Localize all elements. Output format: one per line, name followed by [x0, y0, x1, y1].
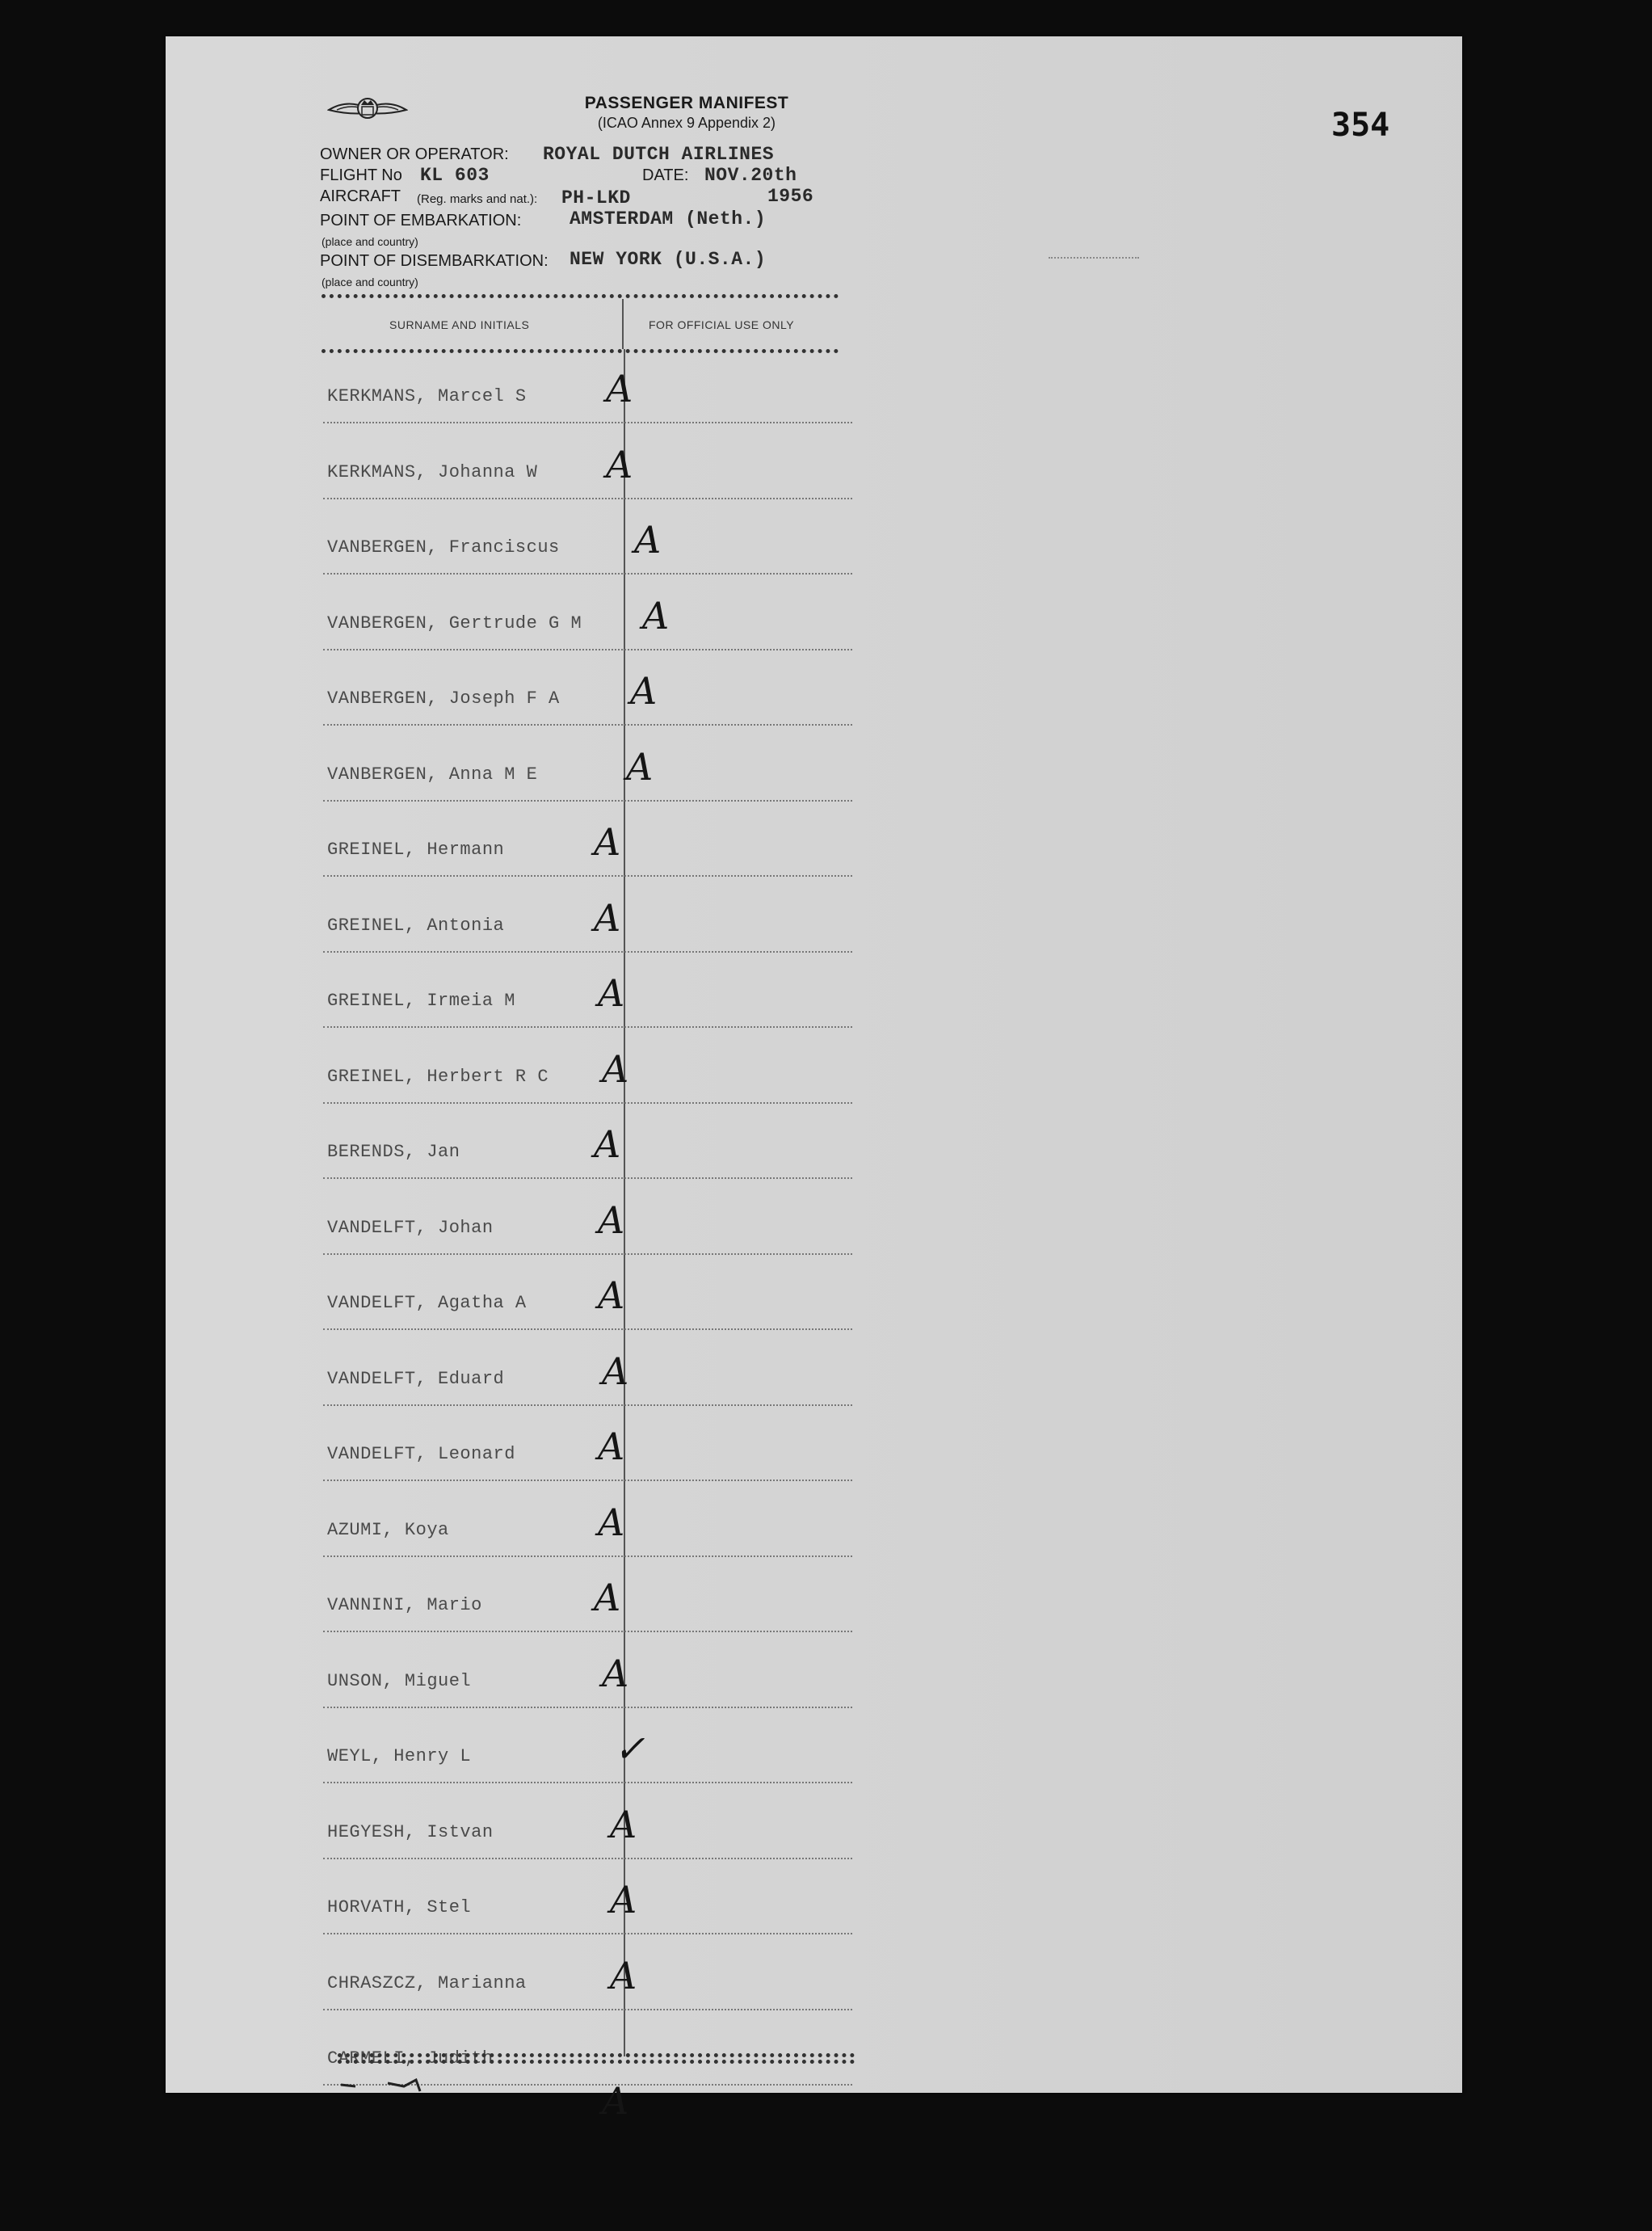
aircraft-sublabel: (Reg. marks and nat.): [417, 192, 538, 206]
manifest-subtitle: (ICAO Annex 9 Appendix 2) [597, 115, 776, 131]
passenger-name: GREINEL, Hermann [327, 840, 505, 860]
official-mark: A [598, 1425, 625, 1468]
row-rule [323, 1631, 852, 1632]
footer-rule-2 [338, 2060, 855, 2064]
row-rule [323, 1707, 852, 1708]
official-mark: A [606, 367, 633, 410]
passenger-name: UNSON, Miguel [327, 1670, 472, 1691]
passenger-name: VANDELFT, Eduard [327, 1368, 505, 1389]
flight-value: KL 603 [420, 165, 490, 186]
passenger-name: GREINEL, Antonia [327, 915, 505, 936]
date-label: DATE: [642, 166, 689, 184]
passenger-name: CHRASZCZ, Marianna [327, 1972, 527, 1993]
row-rule [323, 1933, 852, 1934]
year-value: 1956 [767, 186, 814, 207]
official-mark: A [594, 1576, 621, 1619]
row-rule [323, 1858, 852, 1859]
passenger-name: AZUMI, Koya [327, 1519, 449, 1540]
passenger-name: VANBERGEN, Franciscus [327, 537, 560, 558]
passenger-name: BERENDS, Jan [327, 1142, 460, 1162]
official-mark: A [598, 1273, 625, 1317]
date-value: NOV.20th [704, 165, 797, 186]
official-mark: A [594, 895, 621, 940]
aircraft-label: AIRCRAFT [320, 187, 401, 205]
row-rule [323, 875, 852, 877]
passenger-name: KERKMANS, Johanna W [327, 461, 538, 482]
owner-label: OWNER OR OPERATOR: [320, 145, 509, 163]
row-rule [323, 573, 852, 575]
official-mark: A [594, 820, 621, 864]
passenger-name: VANBERGEN, Anna M E [327, 764, 538, 785]
aircraft-value: PH-LKD [561, 187, 631, 208]
header-rule-top [322, 294, 839, 298]
official-mark: A [602, 1651, 629, 1695]
official-mark: A [606, 442, 633, 486]
row-rule [323, 1404, 852, 1406]
column-divider-header [622, 299, 624, 349]
owner-value: ROYAL DUTCH AIRLINES [543, 144, 775, 165]
passenger-name: KERKMANS, Marcel S [327, 386, 527, 406]
official-mark: A [610, 1802, 637, 1846]
disembarkation-sublabel: (place and country) [322, 276, 418, 288]
official-mark: A [610, 1953, 637, 1997]
row-rule [323, 1253, 852, 1255]
passenger-name: HORVATH, Stel [327, 1897, 472, 1917]
page-number: 354 [1331, 107, 1390, 144]
official-mark: A [642, 593, 670, 638]
manifest-title: PASSENGER MANIFEST [584, 94, 789, 112]
disembarkation-label: POINT OF DISEMBARKATION: [320, 252, 549, 270]
passenger-name: VANNINI, Mario [327, 1595, 482, 1615]
bottom-scribble [339, 2077, 541, 2093]
official-mark: A [630, 669, 658, 713]
flight-label: FLIGHT No [320, 166, 402, 184]
official-mark: A [602, 1046, 629, 1091]
passenger-name: VANDELFT, Agatha A [327, 1293, 527, 1313]
official-mark: A [602, 1349, 629, 1393]
row-rule [323, 1026, 852, 1028]
official-mark: A [598, 971, 625, 1015]
row-rule [323, 498, 852, 499]
row-rule [323, 951, 852, 953]
official-mark: A [610, 1878, 637, 1922]
row-rule [323, 422, 852, 423]
passenger-name: VANBERGEN, Gertrude G M [327, 612, 582, 634]
row-rule [323, 1555, 852, 1557]
embarkation-label: POINT OF EMBARKATION: [320, 212, 522, 229]
stray-mark [1049, 257, 1139, 259]
passenger-name: CARMELI, Judith [327, 2048, 494, 2069]
passenger-name: GREINEL, Herbert R C [327, 1066, 549, 1087]
row-rule [323, 800, 852, 802]
column-header-surname: SURNAME AND INITIALS [389, 318, 530, 331]
row-rule [323, 1782, 852, 1783]
row-rule [323, 1480, 852, 1481]
footer-rule [338, 2053, 855, 2057]
passenger-name: GREINEL, Irmeia M [327, 991, 515, 1011]
official-mark: A [634, 518, 662, 562]
official-mark: A [602, 2079, 629, 2123]
passenger-name: VANDELFT, Johan [327, 1217, 494, 1238]
passenger-name: VANBERGEN, Joseph F A [327, 688, 560, 709]
official-mark: ✓ [614, 1727, 645, 1770]
header-rule-bottom [322, 349, 839, 353]
embarkation-value: AMSTERDAM (Neth.) [570, 208, 767, 229]
row-rule [323, 724, 852, 726]
official-mark: A [626, 744, 654, 789]
disembarkation-value: NEW YORK (U.S.A.) [570, 249, 767, 270]
official-mark: A [598, 1500, 625, 1544]
airline-logo-icon [327, 91, 408, 129]
passenger-name: HEGYESH, Istvan [327, 1821, 494, 1842]
embarkation-sublabel: (place and country) [322, 235, 418, 248]
row-rule [323, 1328, 852, 1330]
passenger-name: VANDELFT, Leonard [327, 1444, 515, 1464]
row-rule [323, 2009, 852, 2010]
official-mark: A [598, 1198, 625, 1242]
column-header-official: FOR OFFICIAL USE ONLY [649, 318, 795, 331]
official-mark: A [594, 1122, 621, 1166]
manifest-sheet [166, 36, 1462, 2093]
passenger-name: WEYL, Henry L [327, 1746, 472, 1766]
row-rule [323, 1102, 852, 1104]
row-rule [323, 649, 852, 650]
row-rule [323, 1177, 852, 1179]
